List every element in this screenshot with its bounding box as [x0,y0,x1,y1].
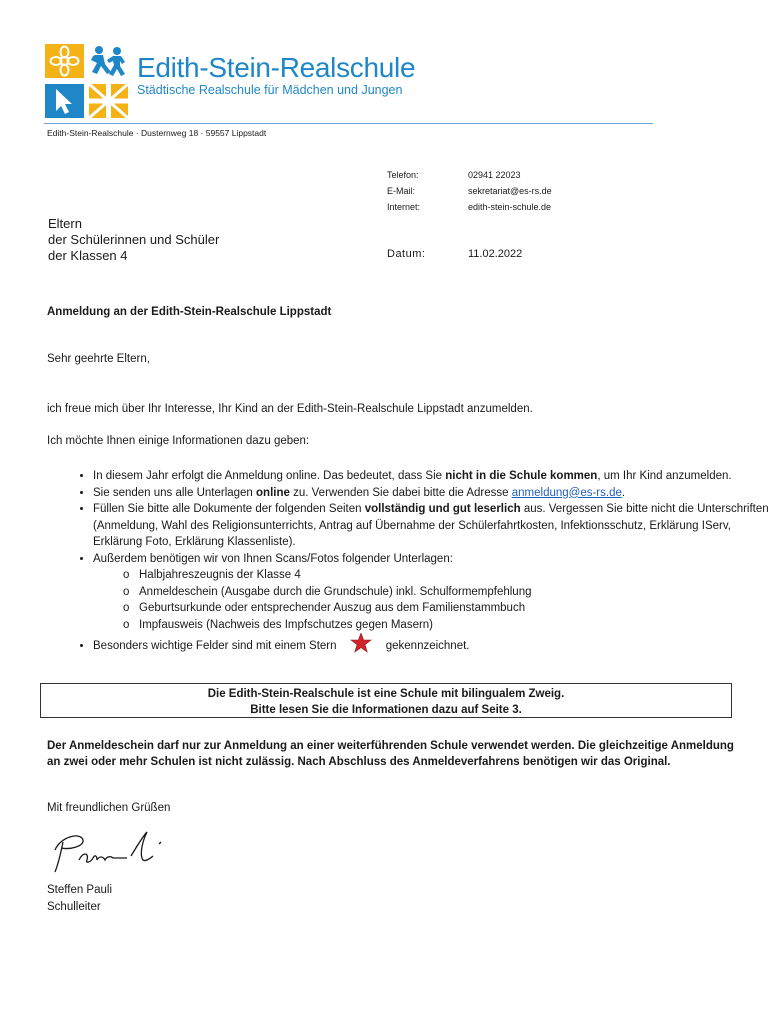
recipient-line: Eltern [48,216,82,231]
closing: Mit freundlichen Grüßen [47,802,171,814]
list-item: • In diesem Jahr erfolgt die Anmeldung online. Das bedeutet, dass Sie nicht in die Schule kommen, um Ihr Kind anzumelden. [93,468,770,485]
signer-name: Steffen Pauli [47,884,113,896]
info-lead: Ich möchte Ihnen einige Informationen dazu geben: [47,435,310,447]
header-divider [44,123,653,124]
sub-list-item: o Anmeldeschein (Ausgabe durch die Grundschule) inkl. Schulformempfehlung [139,584,770,601]
email-label: E-Mail: [387,186,416,196]
list-item: • Sie senden uns alle Unterlagen online zu. Verwenden Sie dabei bitte die Adresse anmeldung@es-rs.de. [93,485,770,502]
signer-role: Schulleiter [47,901,101,913]
recipient-block [48,216,219,264]
running-children-icon [89,44,128,78]
email-value: sekretariat@es-rs.de [468,186,552,196]
document-sublist [93,567,770,633]
school-name: Edith-Stein-Realschule [137,52,416,83]
sender-address: Edith-Stein-Realschule · Dusternweg 18 · 59557 Lippstadt [47,128,267,138]
date-label: Datum: [387,248,426,260]
star-icon [350,633,372,653]
cursor-arrow-icon [45,84,84,118]
warning-paragraph: Der Anmeldeschein darf nur zur Anmeldung an einer weiterführenden Schule verwendet werden. Die gleichzeitige Anmeldung an zwei oder mehr Schulen ist nicht zulässig. Nach Abschluss des Anmeldeverfahrens benötigen wir das Original. [47,740,734,768]
list-item: • Besonders wichtige Felder sind mit einem Stern gekennzeichnet. [93,633,770,655]
recipient-line: der Schülerinnen und Schüler [48,232,220,247]
bilingual-notice-line: Bitte lesen Sie die Informationen dazu auf Seite 3. [250,704,522,716]
union-jack-icon [89,84,128,118]
signature [47,826,177,876]
phone-label: Telefon: [387,170,419,180]
list-item: • Füllen Sie bitte alle Dokumente der folgenden Seiten vollständig und gut leserlich aus. Vergessen Sie bitte nicht die Unterschriften (Anmeldung, Wahl des Religionsunterrichts, Antrag auf Übernahme der Schülerfahrtkosten, Infektionsschutz, Erklärung IServ, Erklärung Foto, Erklärung Klassenliste). [93,501,770,551]
bilingual-notice-line: Die Edith-Stein-Realschule ist eine Schule mit bilingualem Zweig. [207,688,565,700]
registration-email-link[interactable]: anmeldung@es-rs.de [511,486,622,499]
sub-list-item: o Impfausweis (Nachweis des Impfschutzes gegen Masern) [139,617,770,634]
school-logo [45,44,129,120]
school-tagline: Städtische Realschule für Mädchen und Jungen [137,83,403,97]
phone-value: 02941 22023 [468,170,521,180]
list-item: • Außerdem benötigen wir von Ihnen Scans/Fotos folgender Unterlagen: o Halbjahreszeugnis der Klasse 4 o Anmeldeschein (Ausgabe durch die Grundschule) inkl. Schulformempfehlung o Geburtsurkunde oder entsprechender Auszug aus dem Familienstammbuch o Impfausweis (Nachweis des Impfschutzes gegen Masern) [93,551,770,634]
info-list [47,468,770,655]
web-label: Internet: [387,202,421,212]
flower-icon [45,44,84,78]
salutation: Sehr geehrte Eltern, [47,353,150,365]
intro-paragraph: ich freue mich über Ihr Interesse, Ihr Kind an der Edith-Stein-Realschule Lippstadt anzumelden. [47,403,533,415]
web-value: edith-stein-schule.de [468,202,552,212]
letter-subject: Anmeldung an der Edith-Stein-Realschule Lippstadt [47,306,332,318]
bilingual-notice-box [40,683,732,718]
sub-list-item: o Halbjahreszeugnis der Klasse 4 [139,567,770,584]
sub-list-item: o Geburtsurkunde oder entsprechender Auszug aus dem Familienstammbuch [139,600,770,617]
recipient-line: der Klassen 4 [48,248,128,263]
date-value: 11.02.2022 [468,248,523,260]
